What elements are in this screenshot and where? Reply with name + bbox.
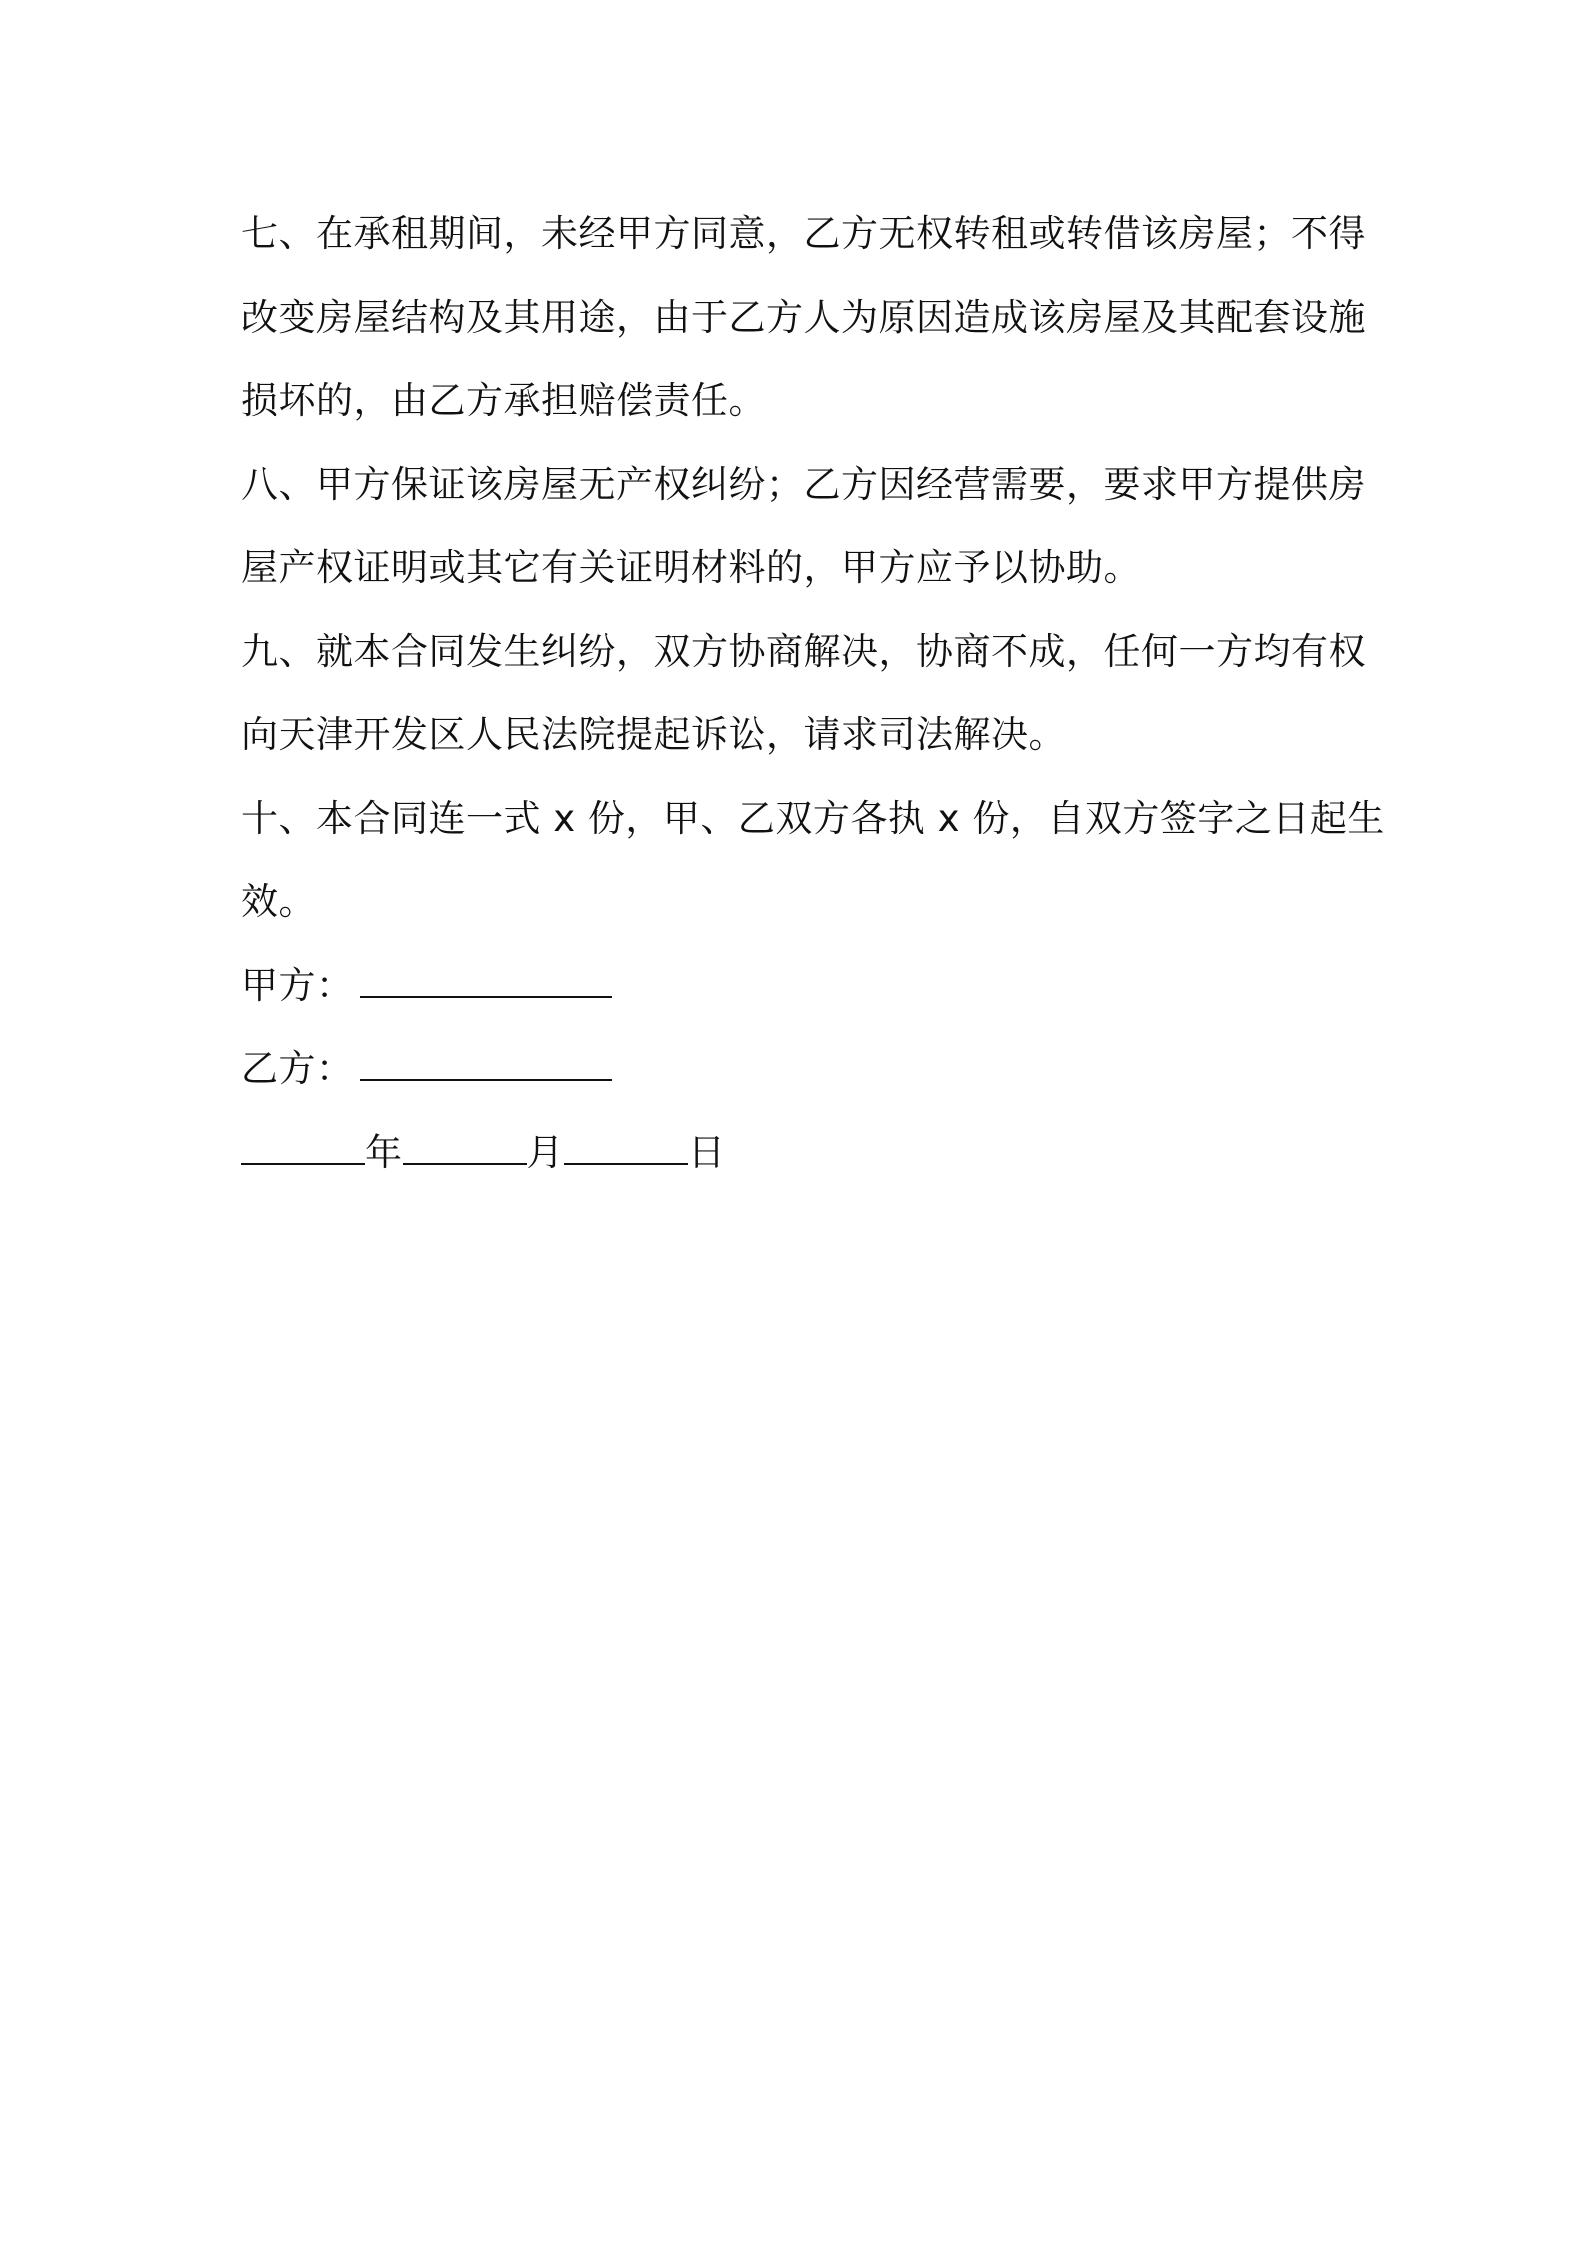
year-label: 年: [365, 1130, 403, 1174]
clause-8-line-2: 屋产权证明或其它有关证明材料的，甲方应予以协助。: [241, 546, 1141, 589]
month-label: 月: [526, 1130, 564, 1174]
clause-7-line-1: 七、在承租期间，未经甲方同意，乙方无权转租或转借该房屋；不得: [241, 212, 1366, 255]
clause-9-line-2: 向天津开发区人民法院提起诉讼，请求司法解决。: [241, 713, 1066, 756]
day-blank: [564, 1133, 688, 1165]
party-a-label: 甲方：: [241, 963, 354, 1007]
month-blank: [403, 1133, 527, 1165]
date-line: [241, 1111, 1361, 1195]
party-b-signature: [241, 1027, 1361, 1111]
clause-9-line-1: 九、就本合同发生纠纷，双方协商解决，协商不成，任何一方均有权: [241, 629, 1366, 673]
day-label: 日: [688, 1130, 726, 1174]
year-blank: [241, 1133, 365, 1165]
clause-10-line-2: 效。: [241, 880, 316, 923]
clause-10-line-1: 十、本合同连一式 x 份，甲、乙双方各执 x 份，自双方签字之日起生: [241, 796, 1385, 840]
document-body: [241, 192, 1385, 1194]
party-a-signature: [241, 944, 1361, 1028]
party-a-signature-blank: [360, 966, 612, 998]
clause-8-line-1: 八、甲方保证该房屋无产权纠纷；乙方因经营需要，要求甲方提供房: [241, 462, 1366, 506]
party-b-label: 乙方：: [241, 1047, 354, 1090]
clause-7-line-3: 损坏的，由乙方承担赔偿责任。: [241, 379, 766, 422]
clause-7-line-2: 改变房屋结构及其用途，由于乙方人为原因造成该房屋及其配套设施: [241, 295, 1366, 339]
party-b-signature-blank: [360, 1049, 612, 1081]
